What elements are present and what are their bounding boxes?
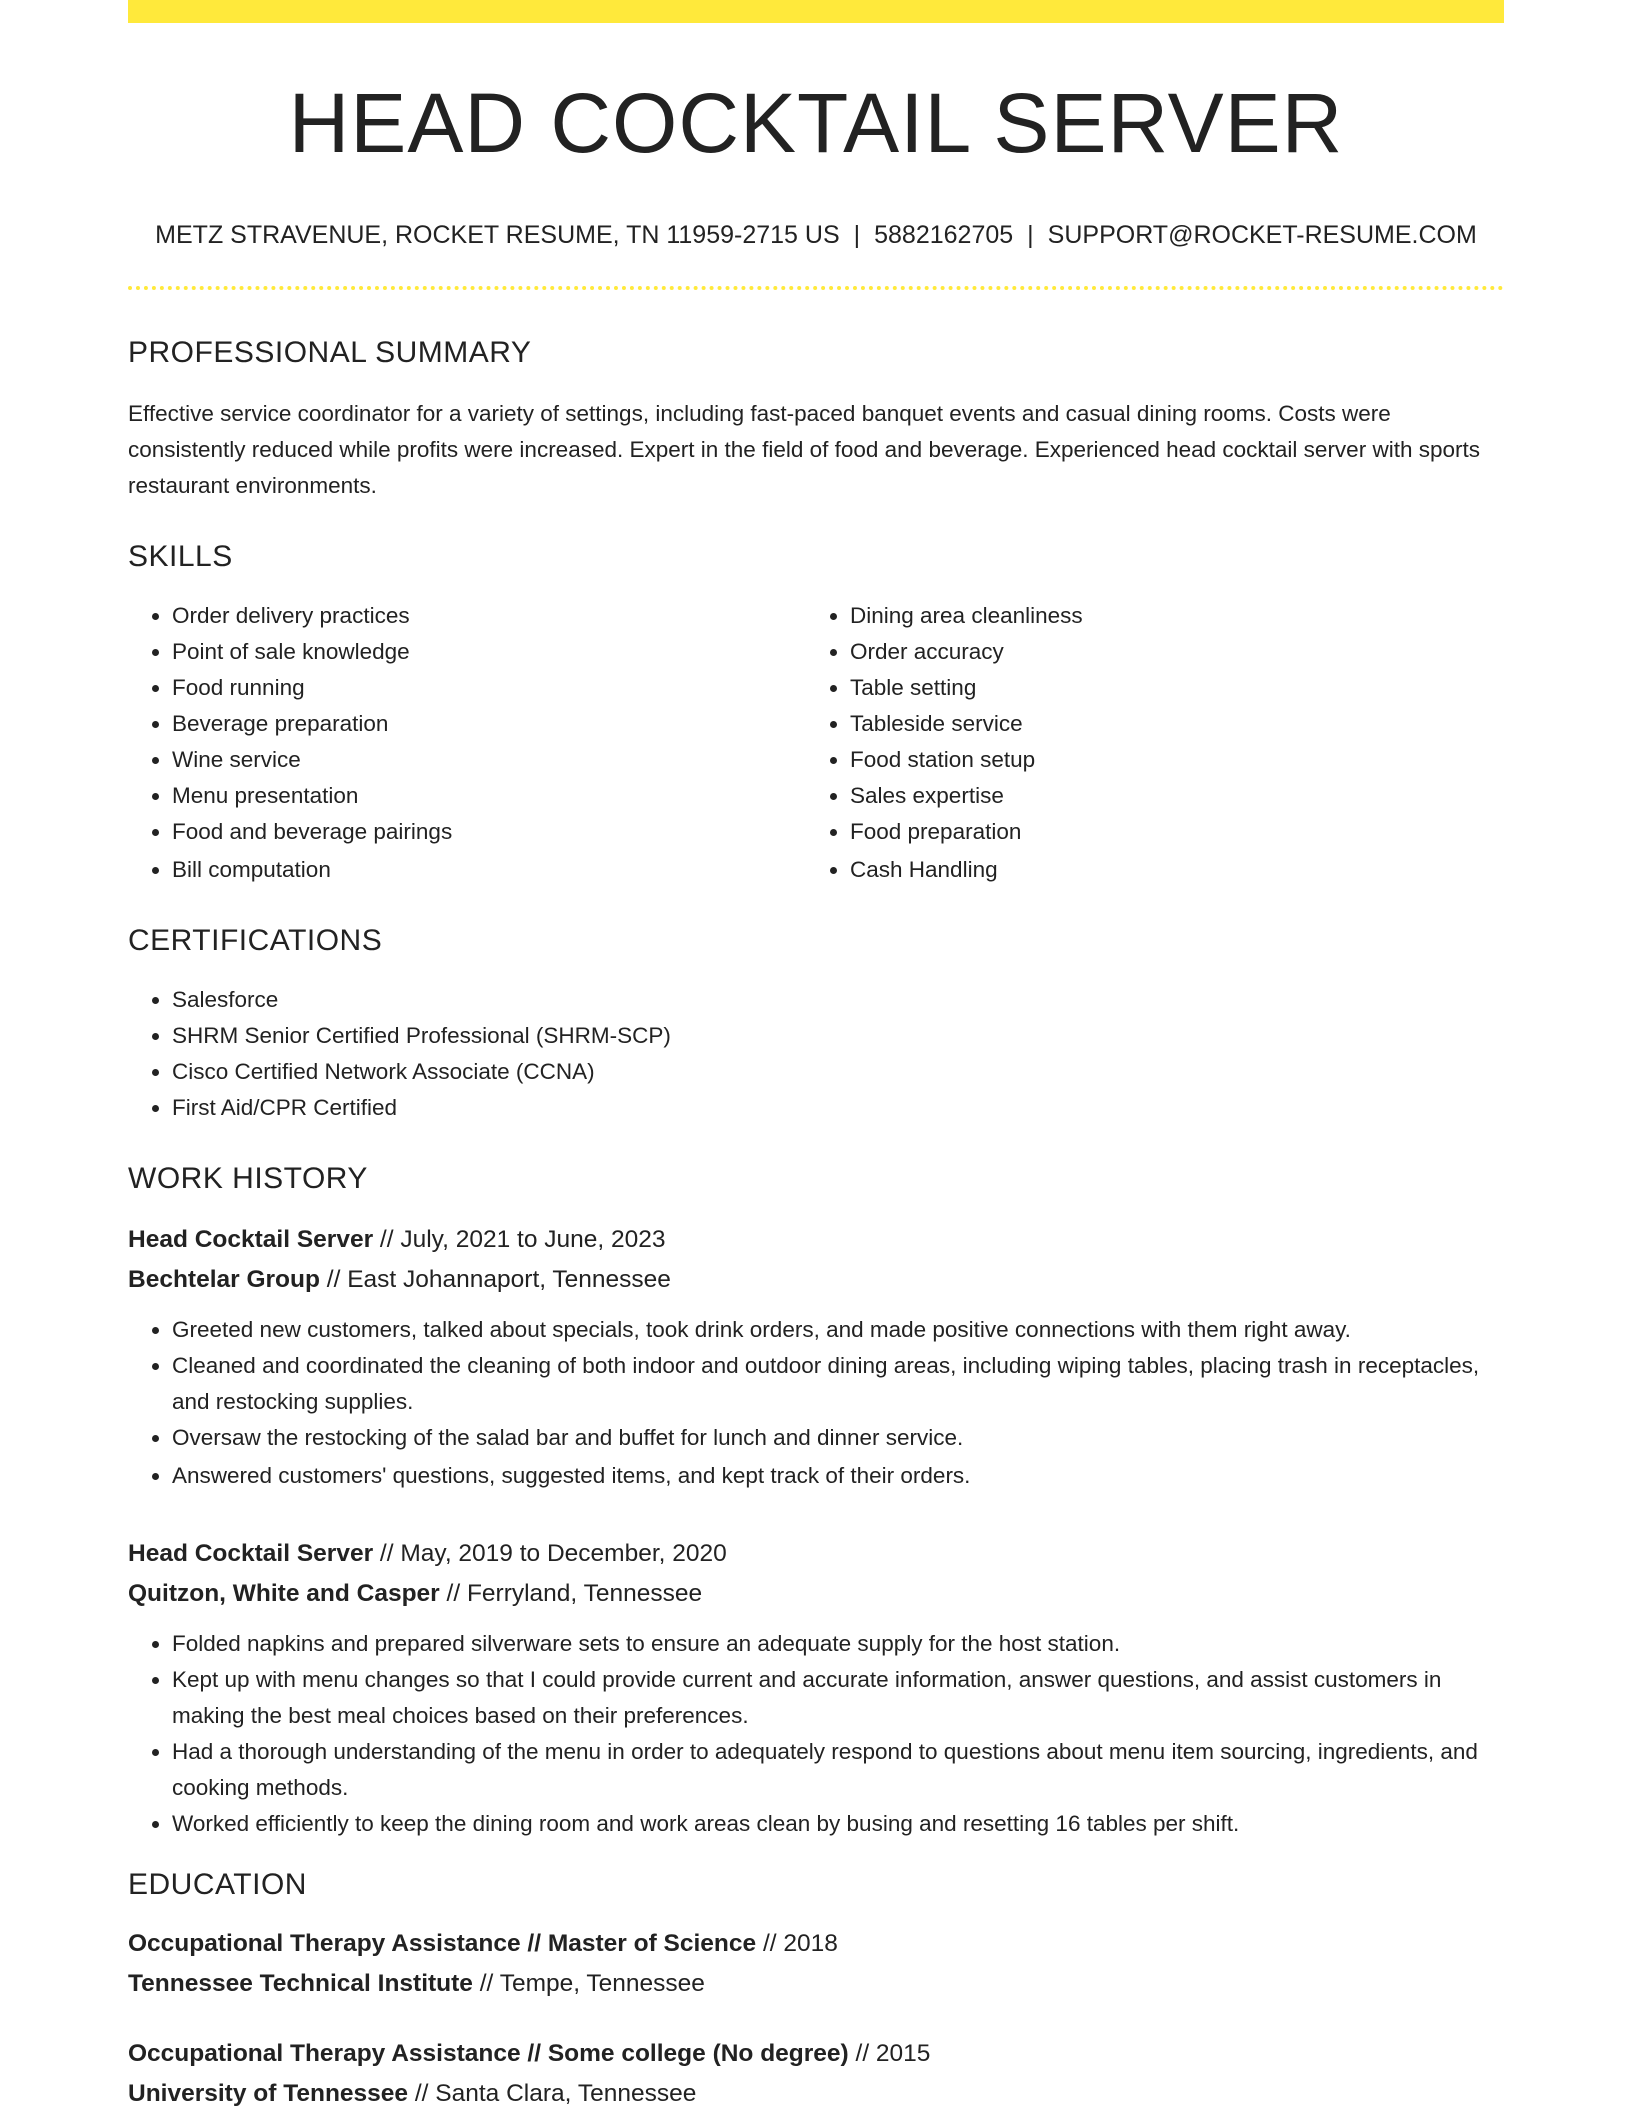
skill-item: • Sales expertise [850,778,1484,814]
skill-item: • Bill computation [172,852,806,888]
summary-text: Effective service coordinator for a variety of settings, including fast-paced banquet events and casual dining rooms. Costs were consistently reduced while profits were increased. Expert in the field of food and beverage. Experienced head cocktail server with sports restaurant environments. [128,401,1480,498]
resume-name: HEAD COCKTAIL SERVER [288,76,1344,170]
job-entry [128,1534,1504,1842]
job-bullet: • Oversaw the restocking of the salad bar and buffet for lunch and dinner service. [172,1420,1504,1456]
skill-item: • Table setting [850,670,1484,706]
job-title-line [128,1220,1504,1260]
skill-item: • Food and beverage pairings [172,814,806,850]
skill-item: • Food running [172,670,806,706]
job-location: // Ferryland, Tennessee [439,1580,703,1607]
skill-item: • Cash Handling [850,852,1484,888]
dotted-divider [128,286,1504,290]
skill-item: • Order delivery practices [172,598,806,634]
job-dates: // May, 2019 to December, 2020 [373,1540,727,1567]
certification-item: • SHRM Senior Certified Professional (SHRM-SCP) [172,1018,1504,1054]
contact-line [128,223,1504,248]
certification-item: • Cisco Certified Network Associate (CCNA) [172,1054,1504,1090]
skill-item: • Point of sale knowledge [172,634,806,670]
job-bullet: • Kept up with menu changes so that I could provide current and accurate information, answer questions, and assist customers in making the best meal choices based on their preferences. [172,1662,1504,1734]
skill-item: • Dining area cleanliness [850,598,1484,634]
job-title: Head Cocktail Server [128,1226,374,1253]
skills-column-left [128,598,806,888]
job-bullet: • Had a thorough understanding of the menu in order to adequately respond to questions about menu item sourcing, ingredients, and cooking methods. [172,1734,1504,1806]
job-bullets [128,1312,1504,1494]
certification-item: • First Aid/CPR Certified [172,1090,1504,1126]
job-bullet: • Answered customers' questions, suggested items, and kept track of their orders. [172,1458,1504,1494]
skill-item: • Beverage preparation [172,706,806,742]
skill-item: • Menu presentation [172,778,806,814]
education-heading: EDUCATION [128,1868,307,1901]
education-degree-line [128,2034,1504,2074]
job-entry [128,1220,1504,1494]
education-entry [128,2034,1504,2114]
certifications-list [128,982,1504,1126]
skill-item: • Order accuracy [850,634,1484,670]
job-bullet: • Cleaned and coordinated the cleaning of both indoor and outdoor dining areas, including wiping tables, placing trash in receptacles, and restocking supplies. [172,1348,1504,1420]
education-school-line [128,2074,1504,2114]
education-year: // 2018 [756,1930,838,1957]
skills-list [128,598,1504,888]
work-history-heading: WORK HISTORY [128,1162,368,1195]
education-degree: Occupational Therapy Assistance // Master of Science [128,1930,757,1957]
job-dates: // July, 2021 to June, 2023 [373,1226,666,1253]
contact-email[interactable]: SUPPORT@ROCKET-RESUME.COM [1047,221,1477,249]
job-title: Head Cocktail Server [128,1540,374,1567]
contact-separator: | [1027,221,1034,249]
skill-item: • Wine service [172,742,806,778]
contact-phone[interactable]: 5882162705 [874,221,1014,249]
skill-item: • Food preparation [850,814,1484,850]
job-company: Quitzon, White and Casper [128,1580,440,1607]
job-company-line [128,1574,1504,1614]
education-degree-line [128,1924,1504,1964]
certification-item: • Salesforce [172,982,1504,1018]
education-entry [128,1924,1504,2004]
contact-separator: | [853,221,861,249]
skill-item: • Food station setup [850,742,1484,778]
education-school: Tennessee Technical Institute [128,1970,473,1997]
job-location: // East Johannaport, Tennessee [319,1266,671,1293]
accent-bar [128,0,1504,23]
skills-column-right [806,598,1484,888]
job-bullet: • Greeted new customers, talked about specials, took drink orders, and made positive connections with them right away. [172,1312,1504,1348]
education-school-line [128,1964,1504,2004]
job-title-line [128,1534,1504,1574]
contact-address: METZ STRAVENUE, ROCKET RESUME, TN 11959-2715 US [155,221,840,249]
skills-heading: SKILLS [128,540,233,573]
certifications-heading: CERTIFICATIONS [128,924,383,957]
education-school: University of Tennessee [128,2080,409,2107]
education-location: // Tempe, Tennessee [472,1970,705,1997]
job-bullet: • Folded napkins and prepared silverware sets to ensure an adequate supply for the host station. [172,1626,1504,1662]
job-bullets [128,1626,1504,1842]
education-year: // 2015 [848,2040,931,2067]
job-company-line [128,1260,1504,1300]
job-bullet: • Worked efficiently to keep the dining room and work areas clean by busing and resetting 16 tables per shift. [172,1806,1504,1842]
resume-page [128,0,1504,2114]
skill-item: • Tableside service [850,706,1484,742]
summary-heading: PROFESSIONAL SUMMARY [128,336,532,369]
job-company: Bechtelar Group [128,1266,320,1293]
education-location: // Santa Clara, Tennessee [408,2080,697,2107]
education-degree: Occupational Therapy Assistance // Some college (No degree) [128,2040,849,2067]
